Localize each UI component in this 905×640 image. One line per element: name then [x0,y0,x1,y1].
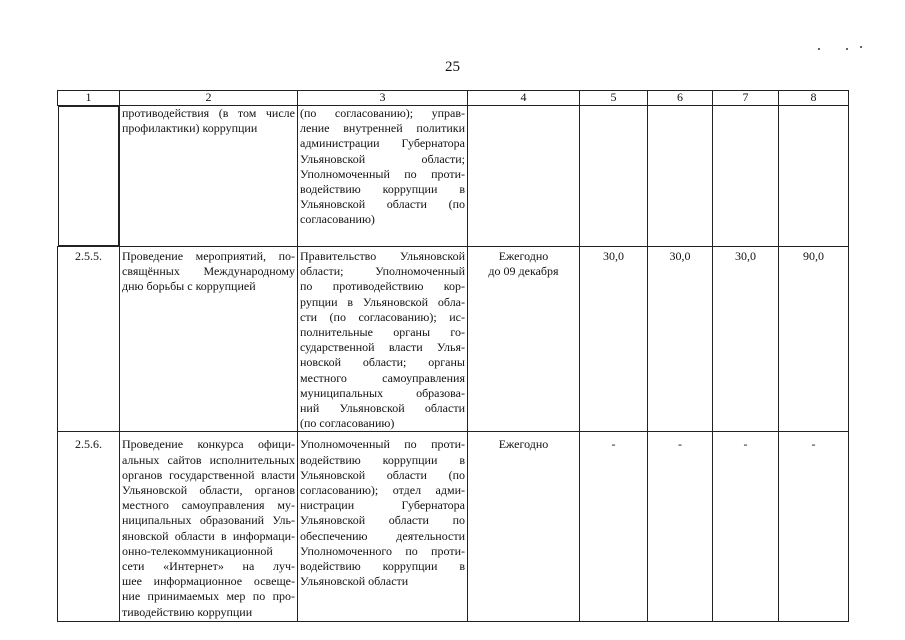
text-line: Ежегодно [498,437,549,452]
text-line: местного самоуправления [300,370,465,385]
text-line: Правительство Ульяновской [300,249,465,263]
row-term [468,106,580,247]
text-line: Ежегодно [498,249,549,263]
row-value-8: - [779,432,849,622]
text-line: полнительные органы го- [300,325,465,340]
text-line: области; Уполномоченный [300,264,465,279]
table-row [58,432,849,622]
text-line: (по согласованию); управ- [300,106,465,120]
row-description [120,106,298,247]
text-line: Проведение конкурса офици- [122,437,295,452]
column-header: 4 [468,91,580,106]
text-line: Уполномоченного по проти- [300,543,465,558]
row-value-7: 30,0 [713,247,779,432]
text-line: водействию коррупции в [300,559,465,574]
row-executors [298,106,468,247]
text-line: сти (по согласованию); ис- [300,309,465,324]
text-line: обеспечению деятельности [300,528,465,543]
text-line: сети «Интернет» на луч- [122,559,295,574]
plan-table [57,90,849,622]
text-line: Проведение мероприятий, по- [122,249,295,263]
row-value-8 [779,106,849,247]
text-line: Ульяновской области (по [300,197,465,212]
text-line: администрации Губернатора [300,136,465,151]
column-header: 3 [298,91,468,106]
text-line: Ульяновской области, органов [122,483,295,498]
text-line: альных сайтов исполнительных [122,452,295,467]
text-line: свящённых Международному [122,264,295,279]
text-line: согласованию); отдел адми- [300,483,465,498]
text-line: ний Ульяновской области [300,401,465,416]
text-line: водействию коррупции в [300,452,465,467]
text-line: до 09 декабря [488,264,559,279]
row-value-6 [648,106,713,247]
page-number: 25 [445,59,460,75]
column-header: 5 [580,91,648,106]
text-line: ниципальных образований Уль- [122,513,295,528]
row-value-5: 30,0 [580,247,648,432]
row-value-6: 30,0 [648,247,713,432]
text-line: тиводействию коррупции [122,604,253,619]
text-line: местного самоуправления му- [122,498,295,513]
text-line: рупции в Ульяновской обла- [300,294,465,309]
text-line: онно-телекоммуникационной [122,543,273,558]
row-id: 2.5.5. [58,247,120,432]
text-line: органов государственной власти [122,467,295,482]
text-line: Ульяновской области по [300,513,465,528]
text-line: водействию коррупции в [300,182,465,197]
text-line: шее информационное освеще- [122,574,295,589]
text-line: ние принимаемых мер по про- [122,589,295,604]
row-value-7: - [713,432,779,622]
text-line: яновской области в информаци- [122,528,295,543]
row-id [58,106,120,246]
row-value-6: - [648,432,713,622]
row-description [120,432,298,622]
row-term [468,432,580,622]
text-line: дню борьбы с коррупцией [122,279,256,294]
text-line: согласованию) [300,212,375,227]
row-term [468,247,580,432]
text-line: Ульяновской области; [300,151,465,166]
text-line: Ульяновской области [300,574,409,589]
column-header: 1 [58,91,120,106]
row-value-5 [580,106,648,247]
text-line: (по согласованию) [300,416,395,431]
text-line: муниципальных образова- [300,385,465,400]
row-description [120,247,298,432]
text-line: новской области; органы [300,355,465,370]
text-line: Уполномоченный по проти- [300,437,465,452]
scan-marks [810,42,870,52]
column-header: 7 [713,91,779,106]
table-header-row [58,91,849,106]
table-row [58,247,849,432]
row-value-7 [713,106,779,247]
row-executors [298,432,468,622]
row-value-5: - [580,432,648,622]
text-line: ление внутренней политики [300,121,465,136]
row-executors [298,247,468,432]
text-line: по противодействию кор- [300,279,465,294]
column-header: 2 [120,91,298,106]
text-line: профилактики) коррупции [122,121,258,136]
text-line: Уполномоченный по проти- [300,166,465,181]
column-header: 8 [779,91,849,106]
row-id: 2.5.6. [58,432,120,622]
row-value-8: 90,0 [779,247,849,432]
text-line: противодействия (в том числе [122,106,295,120]
text-line: Ульяновской области (по [300,467,465,482]
text-line: нистрации Губернатора [300,498,465,513]
column-header: 6 [648,91,713,106]
text-line: сударственной власти Улья- [300,340,465,355]
table-row [58,106,849,247]
